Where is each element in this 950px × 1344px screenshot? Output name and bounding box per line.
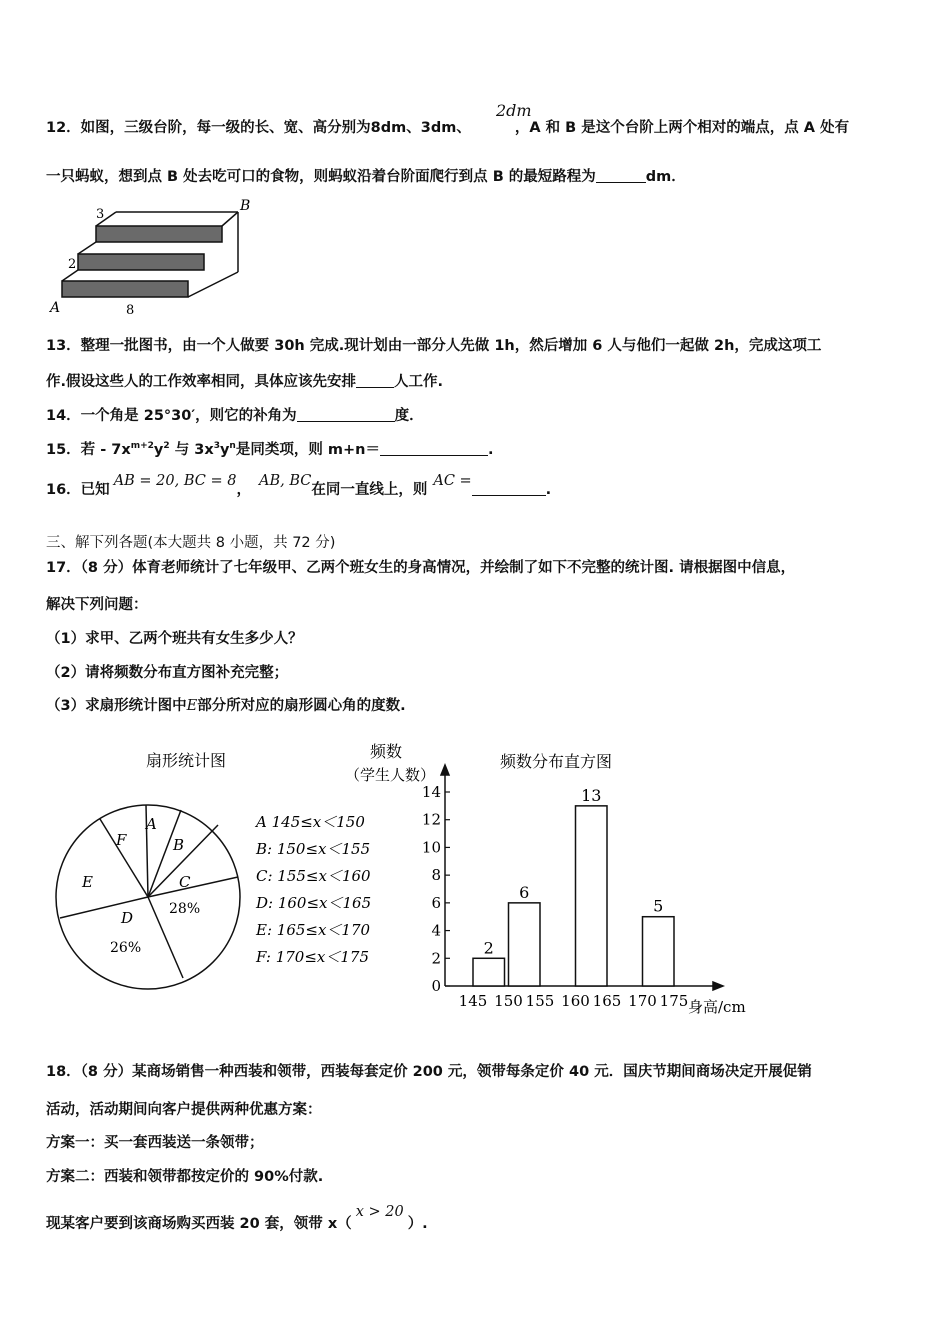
q15-answer-blank[interactable] xyxy=(380,441,488,456)
stairs-label-length: 8 xyxy=(126,303,135,318)
histogram-xtick-label: 165 xyxy=(592,992,622,1010)
histogram-ytick-label: 12 xyxy=(421,810,441,829)
histogram-bar-170-175 xyxy=(643,917,675,986)
histogram-bar-value: 5 xyxy=(653,896,664,916)
q15-line: 15．若 - $7x^{m+2}y^2$ 与 $3x^3y^n$是同类项，则 m+n＝ . xyxy=(46,441,494,458)
q17-sub1: （1）求甲、乙两个班共有女生多少人？ xyxy=(46,631,303,647)
histogram-xtick-label: 170 xyxy=(628,992,657,1010)
histogram-ytick-label: 10 xyxy=(421,838,441,857)
histogram-ylabel-1: 频数 xyxy=(370,742,403,761)
pie-pct-d: 26% xyxy=(110,940,142,956)
histogram-xtick-label: 155 xyxy=(525,992,555,1010)
pie-label-b: B xyxy=(173,836,185,854)
histogram-bar-value: 13 xyxy=(581,785,602,805)
q14-answer-blank[interactable] xyxy=(297,407,395,422)
pie-legend-f: F: 170≤x＜175 xyxy=(256,948,369,966)
pie-legend-d: D: 160≤x＜165 xyxy=(256,894,372,912)
histogram-chart xyxy=(345,735,775,1025)
q13-answer-blank[interactable] xyxy=(356,373,394,388)
histogram-xtick-label: 160 xyxy=(561,992,590,1010)
pie-legend-a: A 145≤x＜150 xyxy=(256,813,365,831)
q17-line2: 解决下列问题： xyxy=(46,597,148,613)
q18-line2: 活动，活动期间向客户提供两种优惠方案： xyxy=(46,1102,322,1118)
q16-line: 16．已知AB = 20, BC = 8，AB, BC在同一直线上，则AC =. xyxy=(46,473,552,498)
pie-title: 扇形统计图 xyxy=(146,751,227,770)
histogram-xtick-label: 145 xyxy=(458,992,488,1010)
pie-label-f: F xyxy=(116,831,127,849)
histogram-ytick-label: 4 xyxy=(431,921,441,940)
q14-line: 14．一个角是 25°30′，则它的补角为 度． xyxy=(46,408,424,424)
pie-label-c: C xyxy=(179,873,191,891)
histogram-ylabel-2: （学生人数） xyxy=(345,766,436,784)
histogram-xtick-label: 150 xyxy=(494,992,523,1010)
stairs-figure xyxy=(46,196,256,320)
stairs-label-width: 3 xyxy=(96,207,105,222)
histogram-bar-145-150 xyxy=(473,958,505,986)
histogram-x-arrow xyxy=(713,982,723,990)
histogram-ytick-label: 6 xyxy=(431,893,441,912)
pie-label-e: E xyxy=(82,873,93,891)
histogram-y-arrow xyxy=(441,765,449,775)
q17-sub2: （2）请将频数分布直方图补充完整； xyxy=(46,665,289,681)
q12-line1: 12．如图，三级台阶，每一级的长、宽、高分别为8dm、3dm、 ，A 和 B 是这个台阶上两个相对的端点，点 A 处有 xyxy=(46,120,850,136)
q13-line1: 13．整理一批图书，由一个人做要 30h 完成.现计划由一部分人先做 1h，然后增加 6 人与他们一起做 2h，完成这项工 xyxy=(46,338,822,354)
q17-line1: 17．（8 分）体育老师统计了七年级甲、乙两个班女生的身高情况，并绘制了如下不完整的统计图. 请根据图中信息， xyxy=(46,560,796,576)
histogram-bar-value: 6 xyxy=(519,882,530,902)
pie-legend-b: B: 150≤x＜155 xyxy=(256,840,371,858)
histogram-ytick-label: 8 xyxy=(431,866,441,885)
pie-pct-c: 28% xyxy=(169,901,201,917)
stairs-label-height: 2 xyxy=(68,257,77,272)
q17-sub3: （3）求扇形统计图中E部分所对应的扇形圆心角的度数. xyxy=(46,698,406,714)
section-heading: 三、解下列各题(本大题共 8 小题，共 72 分) xyxy=(46,535,336,551)
q12-line2: 一只蚂蚁，想到点 B 处去吃可口的食物，则蚂蚁沿着台阶面爬行到点 B 的最短路程为 dm． xyxy=(46,169,686,185)
histogram-ytick-label: 14 xyxy=(421,783,441,801)
stairs-label-b: B xyxy=(240,198,251,214)
pie-label-d: D xyxy=(121,909,134,927)
histogram-xlabel: 身高/cm xyxy=(688,998,746,1016)
histogram-ytick-label: 0 xyxy=(431,977,441,995)
histogram-xtick-label: 175 xyxy=(659,992,689,1010)
histogram-ytick-label: 2 xyxy=(431,949,441,968)
q18-plan2: 方案二：西装和领带都按定价的 90%付款. xyxy=(46,1169,324,1185)
q12-fraction-top: 2dm xyxy=(496,101,532,120)
histogram-title: 频数分布直方图 xyxy=(500,752,613,771)
histogram-bar-value: 2 xyxy=(483,938,494,958)
q18-plan1: 方案一：买一套西装送一条领带； xyxy=(46,1135,264,1151)
pie-legend-c: C: 155≤x＜160 xyxy=(256,867,371,885)
q16-answer-blank[interactable] xyxy=(472,481,546,496)
histogram-bar-150-155 xyxy=(509,903,541,986)
histogram-bar-160-165 xyxy=(576,806,608,986)
q12-answer-blank[interactable] xyxy=(596,168,646,183)
q18-line1: 18．（8 分）某商场销售一种西装和领带，西装每套定价 200 元，领带每条定价 40 元．国庆节期间商场决定开展促销 xyxy=(46,1064,812,1080)
q18-line5: 现某客户要到该商场购买西装 20 套，领带 x（x > 20）. xyxy=(46,1204,428,1232)
stairs-label-a: A xyxy=(50,300,61,316)
q13-line2: 作.假设这些人的工作效率相同，具体应该先安排 人工作. xyxy=(46,374,444,390)
pie-label-a: A xyxy=(146,815,157,833)
pie-legend-e: E: 165≤x＜170 xyxy=(256,921,371,939)
